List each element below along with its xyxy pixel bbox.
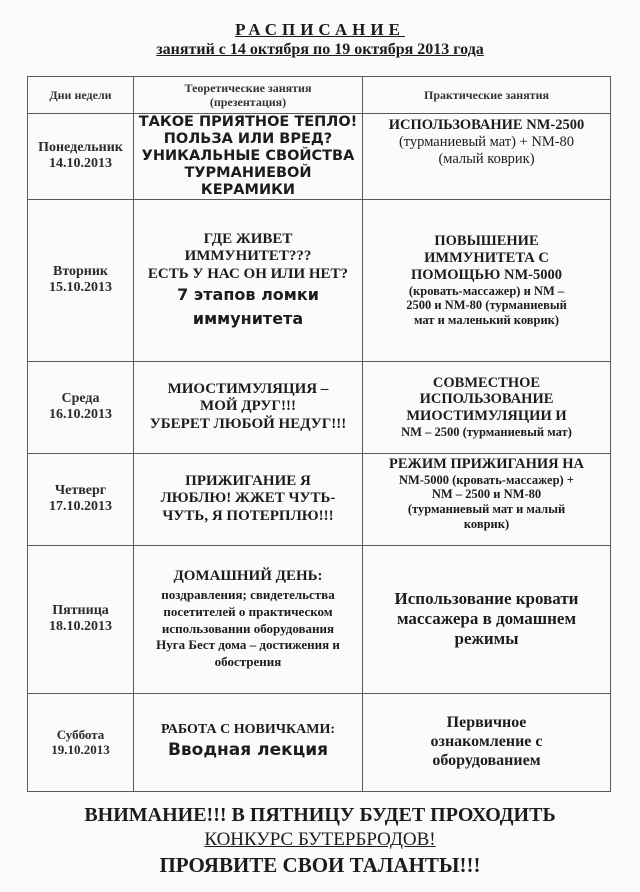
theory-cell xyxy=(134,453,363,545)
practice-line: 2500 и NM-80 (турманиевый xyxy=(406,298,567,313)
practice-line: ПОВЫШЕНИЕ xyxy=(434,232,539,249)
table-row xyxy=(28,114,611,200)
day-date: 18.10.2013 xyxy=(49,619,112,635)
theory-line: ПРИЖИГАНИЕ Я xyxy=(185,472,311,489)
practice-line: коврик) xyxy=(463,516,510,531)
practice-line: мат и маленький коврик) xyxy=(413,313,560,327)
theory-cell xyxy=(134,114,363,200)
day-date: 19.10.2013 xyxy=(51,742,110,758)
theory-line: ТАКОЕ ПРИЯТНОЕ ТЕПЛО! xyxy=(138,114,358,130)
practice-line: ознакомление с xyxy=(430,732,543,750)
table-row xyxy=(28,545,611,693)
theory-line: ЕСТЬ У НАС ОН ИЛИ НЕТ? xyxy=(147,265,349,282)
theory-line: обострения xyxy=(214,654,282,670)
theory-line: МИОСТИМУЛЯЦИЯ – xyxy=(167,380,329,397)
day-cell xyxy=(28,114,134,200)
theory-line: ПОЛЬЗА ИЛИ ВРЕД? xyxy=(163,130,333,147)
day-date: 16.10.2013 xyxy=(49,407,112,423)
practice-line: (малый коврик) xyxy=(438,150,535,167)
schedule-table xyxy=(27,76,611,792)
practice-line: (турманиевый мат и малый xyxy=(407,501,566,516)
day-cell xyxy=(28,453,134,545)
day-name: Среда xyxy=(61,390,100,406)
table-row xyxy=(28,199,611,361)
theory-line: поздравления; свидетельства xyxy=(161,586,335,602)
theory-line: использовании оборудования xyxy=(161,620,335,636)
practice-line: ПОМОЩЬЮ NM-5000 xyxy=(411,266,562,283)
day-date: 15.10.2013 xyxy=(49,280,112,296)
day-cell xyxy=(28,693,134,791)
practice-line: (турманиевый мат) + NM-80 xyxy=(398,133,575,150)
notice-line-2 xyxy=(0,828,640,852)
table-row xyxy=(28,453,611,545)
practice-line: NM – 2500 и NM-80 xyxy=(431,487,542,502)
practice-cell xyxy=(363,453,611,545)
table-header-row xyxy=(28,77,611,114)
column-header-days: Дни недели xyxy=(28,77,134,114)
theory-cell xyxy=(134,361,363,453)
practice-line: Использование кровати xyxy=(394,589,579,609)
theory-line: Нуга Бест дома – достижения и xyxy=(156,637,340,653)
notice-line-3: ПРОЯВИТЕ СВОИ ТАЛАНТЫ!!! xyxy=(159,852,481,877)
practice-line: оборудованием xyxy=(432,751,541,769)
column-header-theory xyxy=(134,77,363,114)
practice-line: СОВМЕСТНОЕ xyxy=(432,374,541,391)
theory-line: УБЕРЕТ ЛЮБОЙ НЕДУГ!!! xyxy=(149,416,347,433)
day-name: Понедельник xyxy=(38,140,123,155)
theory-cell xyxy=(134,199,363,361)
theory-cell xyxy=(134,545,363,693)
practice-cell xyxy=(363,545,611,693)
practice-cell xyxy=(363,199,611,361)
theory-line: ГДЕ ЖИВЕТ xyxy=(203,230,293,247)
theory-line: 7 этапов ломки xyxy=(177,285,319,305)
document-subtitle: занятий с 14 октября по 19 октября 2013 года xyxy=(156,41,484,58)
day-date: 17.10.2013 xyxy=(49,499,112,515)
day-name: Суббота xyxy=(56,727,105,743)
notice-contest-name: КОНКУРС БУТЕРБРОДОВ xyxy=(204,829,430,850)
theory-line: Вводная лекция xyxy=(167,740,329,761)
practice-line: Первичное xyxy=(446,714,527,732)
day-name: Пятница xyxy=(52,602,109,618)
column-header-theory-sub: (презентация) xyxy=(209,95,287,109)
theory-line: УНИКАЛЬНЫЕ СВОЙСТВА xyxy=(141,147,355,164)
practice-line: ИСПОЛЬЗОВАНИЕ xyxy=(419,391,554,408)
table-row xyxy=(28,361,611,453)
practice-line: (кровать-массажер) и NM – xyxy=(408,283,565,298)
theory-line: ИММУНИТЕТ??? xyxy=(184,248,312,265)
notice-block xyxy=(0,803,640,878)
practice-line: РЕЖИМ ПРИЖИГАНИЯ НА xyxy=(388,455,584,472)
practice-line: NM – 2500 (турманиевый мат) xyxy=(401,425,572,440)
column-header-practice: Практические занятия xyxy=(363,77,611,114)
practice-line: массажера в домашнем xyxy=(396,609,577,629)
day-cell xyxy=(28,199,134,361)
theory-line: посетителей о практическом xyxy=(163,603,333,619)
practice-cell xyxy=(363,361,611,453)
notice-exclamation: ! xyxy=(429,829,436,850)
theory-line: иммунитета xyxy=(192,308,304,328)
day-name: Четверг xyxy=(54,482,107,498)
theory-cell xyxy=(134,693,363,791)
theory-heading: ДОМАШНИЙ ДЕНЬ: xyxy=(173,568,323,585)
practice-line: режимы xyxy=(454,629,519,649)
notice-line-1: ВНИМАНИЕ!!! В ПЯТНИЦУ БУДЕТ ПРОХОДИТЬ xyxy=(84,804,556,826)
day-date: 14.10.2013 xyxy=(49,156,112,172)
day-name: Вторник xyxy=(52,263,108,279)
theory-line: ТУРМАНИЕВОЙ КЕРАМИКИ xyxy=(184,164,312,198)
practice-line: МИОСТИМУЛЯЦИИ И xyxy=(406,408,567,425)
day-cell xyxy=(28,361,134,453)
theory-heading: РАБОТА С НОВИЧКАМИ: xyxy=(160,721,336,737)
practice-line: ИСПОЛЬЗОВАНИЕ NM-2500 xyxy=(388,117,585,133)
practice-line: NM-5000 (кровать-массажер) + xyxy=(399,472,574,487)
practice-cell xyxy=(363,693,611,791)
theory-line: ЧУТЬ, Я ПОТЕРПЛЮ!!! xyxy=(162,508,334,525)
practice-cell xyxy=(363,114,611,200)
day-cell xyxy=(28,545,134,693)
document-title: РАСПИСАНИЕ xyxy=(235,20,405,39)
column-header-theory-label: Теоретические занятия xyxy=(184,80,312,95)
practice-line: ИММУНИТЕТА С xyxy=(424,249,549,266)
theory-line: ЛЮБЛЮ! ЖЖЕТ ЧУТЬ- xyxy=(160,490,336,507)
table-row xyxy=(28,693,611,791)
theory-line: МОЙ ДРУГ!!! xyxy=(200,398,296,415)
